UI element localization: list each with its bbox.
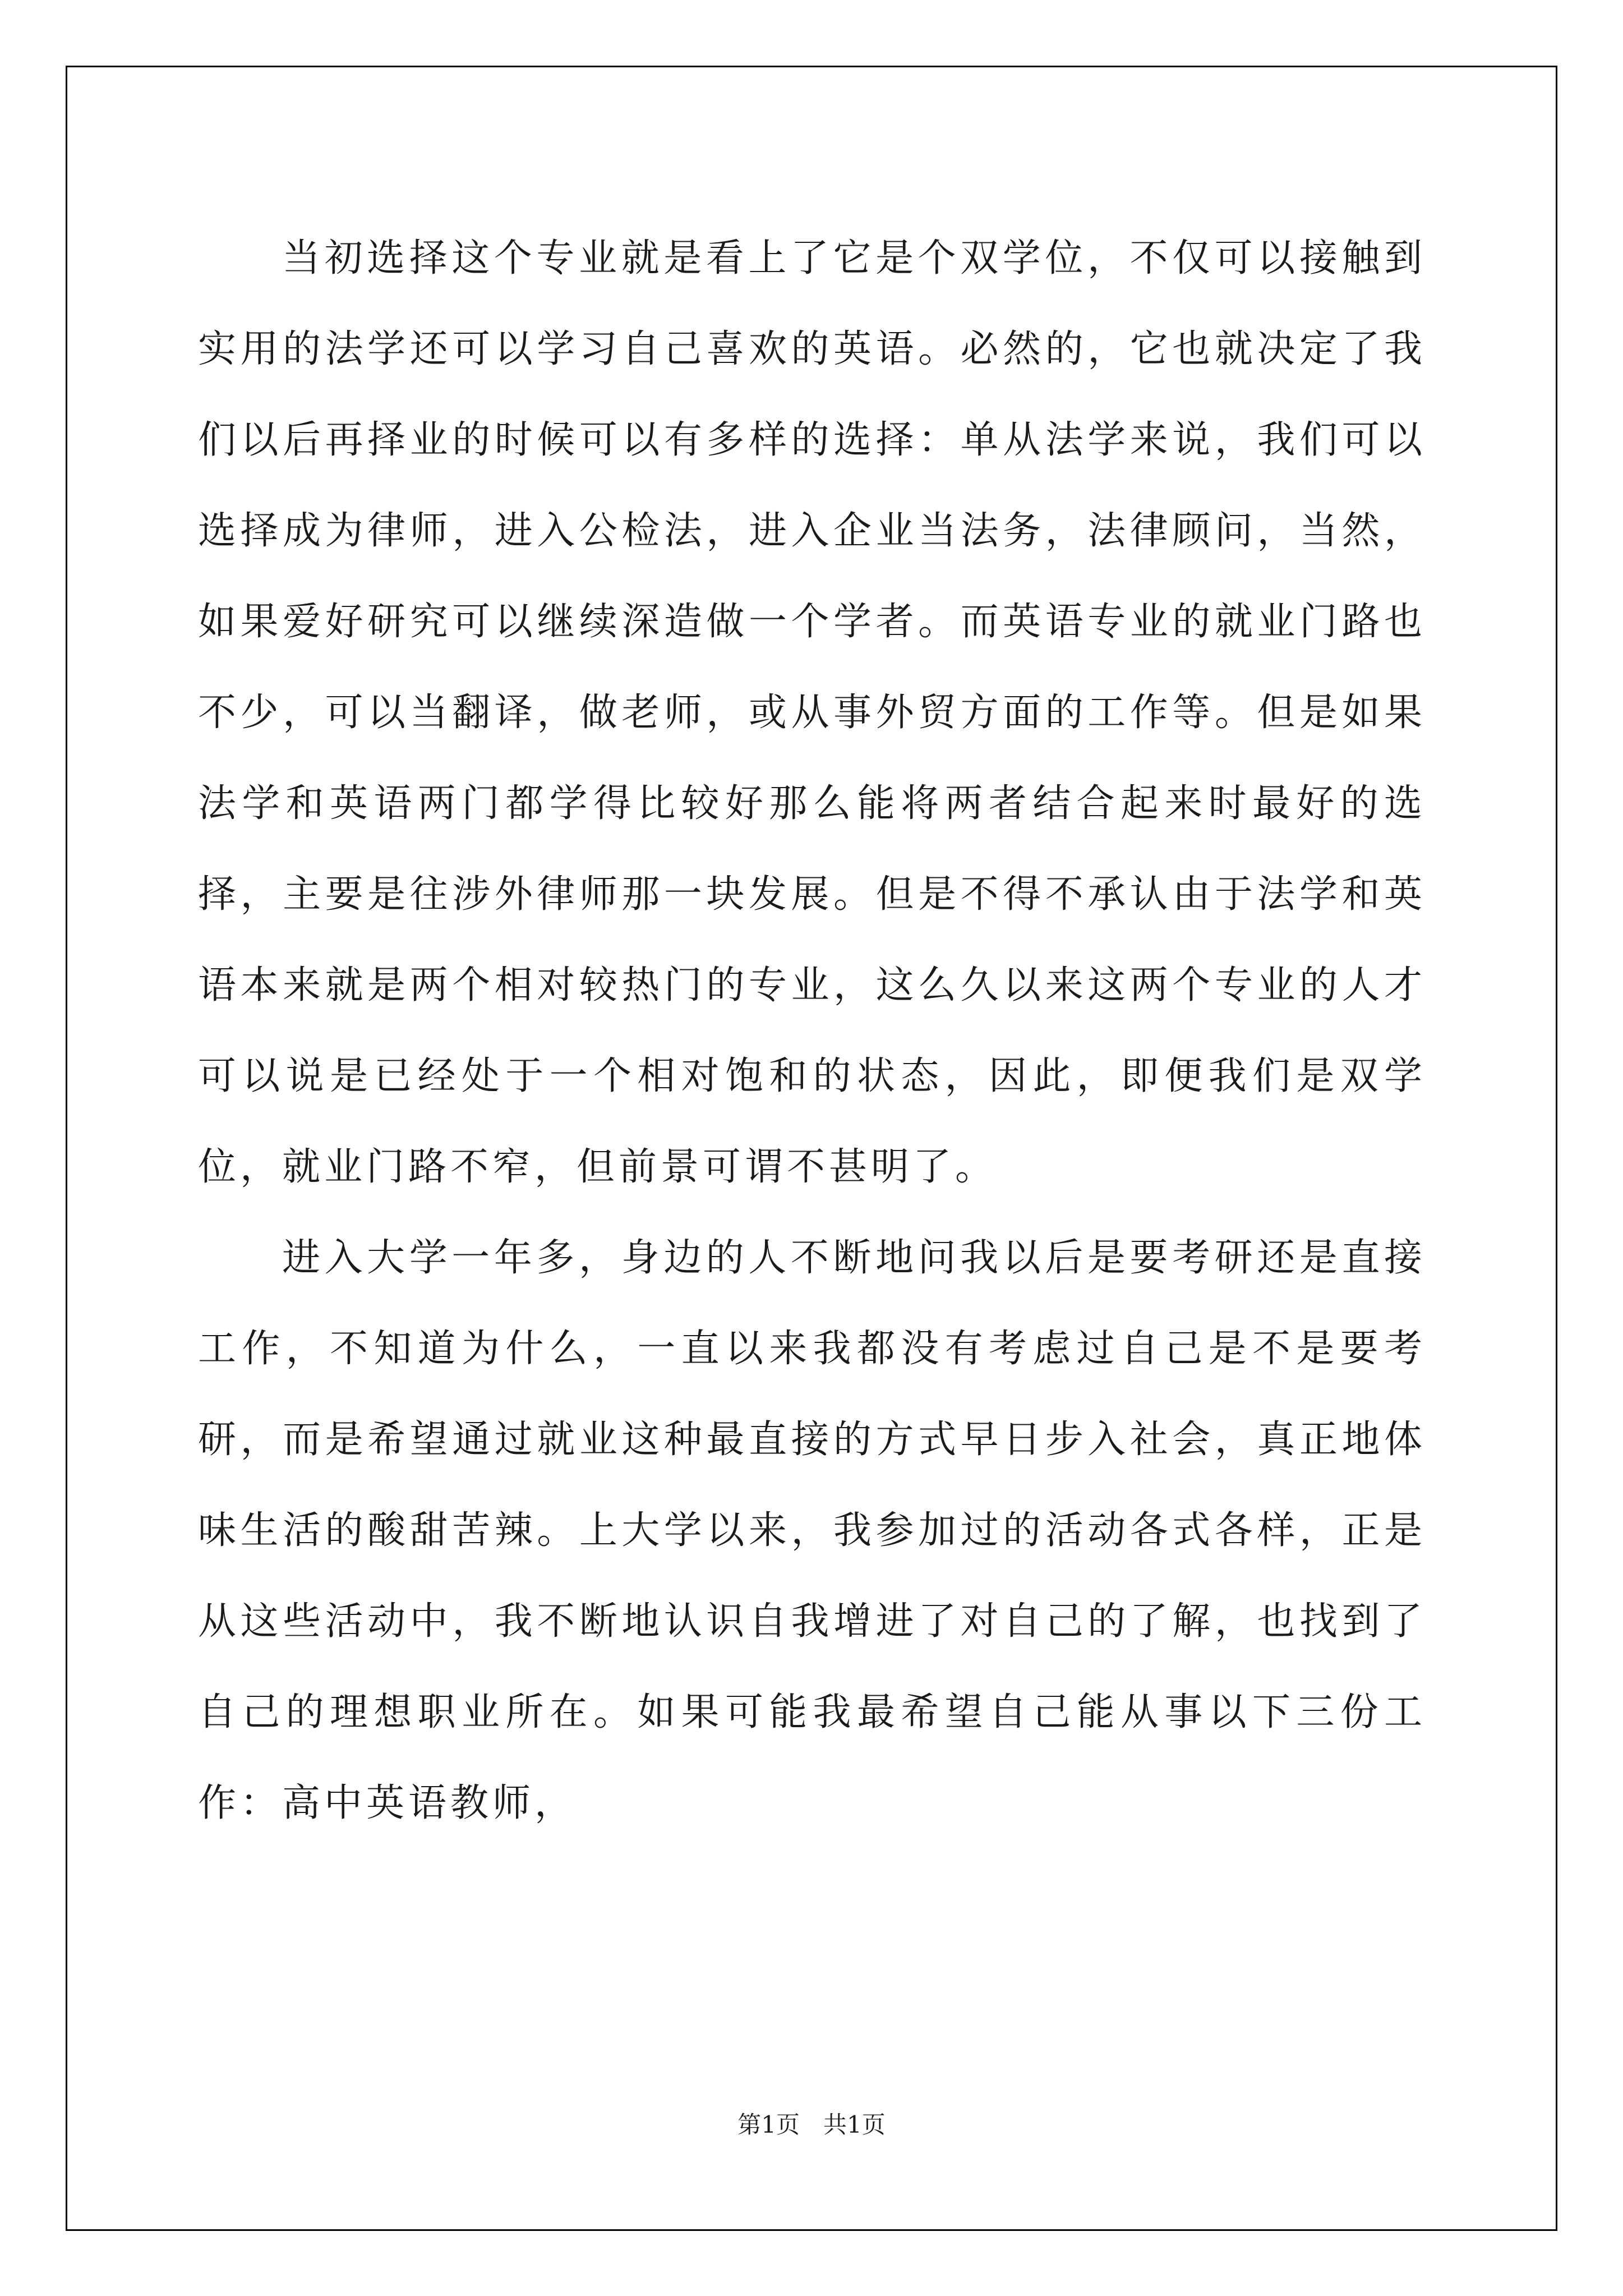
paragraph-2: 进入大学一年多，身边的人不断地问我以后是要考研还是直接工作，不知道为什么，一直以来我都没有考虑过自己是不是要考研，而是希望通过就业这种最直接的方式早日步入社会，真正地体味生活的酸甜苦辣。上大学以来，我参加过的活动各式各样，正是从这些活动中，我不断地认识自我增进了对自己的了解，也找到了自己的理想职业所在。如果可能我最希望自己能从事以下三份工作：高中英语教师， xyxy=(198,1236,1426,1825)
page-footer: 第1页 共1页 xyxy=(737,2111,886,2138)
document-body xyxy=(198,213,1426,1849)
paragraph-1: 当初选择这个专业就是看上了它是个双学位，不仅可以接触到实用的法学还可以学习自己喜欢的英语。必然的，它也就决定了我们以后再择业的时候可以有多样的选择：单从法学来说，我们可以选择成为律师，进入公检法，进入企业当法务，法律顾问，当然，如果爱好研究可以继续深造做一个学者。而英语专业的就业门路也不少，可以当翻译，做老师，或从事外贸方面的工作等。但是如果法学和英语两门都学得比较好那么能将两者结合起来时最好的选择，主要是往涉外律师那一块发展。但是不得不承认由于法学和英语本来就是两个相对较热门的专业，这么久以来这两个专业的人才可以说是已经处于一个相对饱和的状态，因此，即便我们是双学位，就业门路不窄，但前景可谓不甚明了。 xyxy=(198,236,1426,1189)
